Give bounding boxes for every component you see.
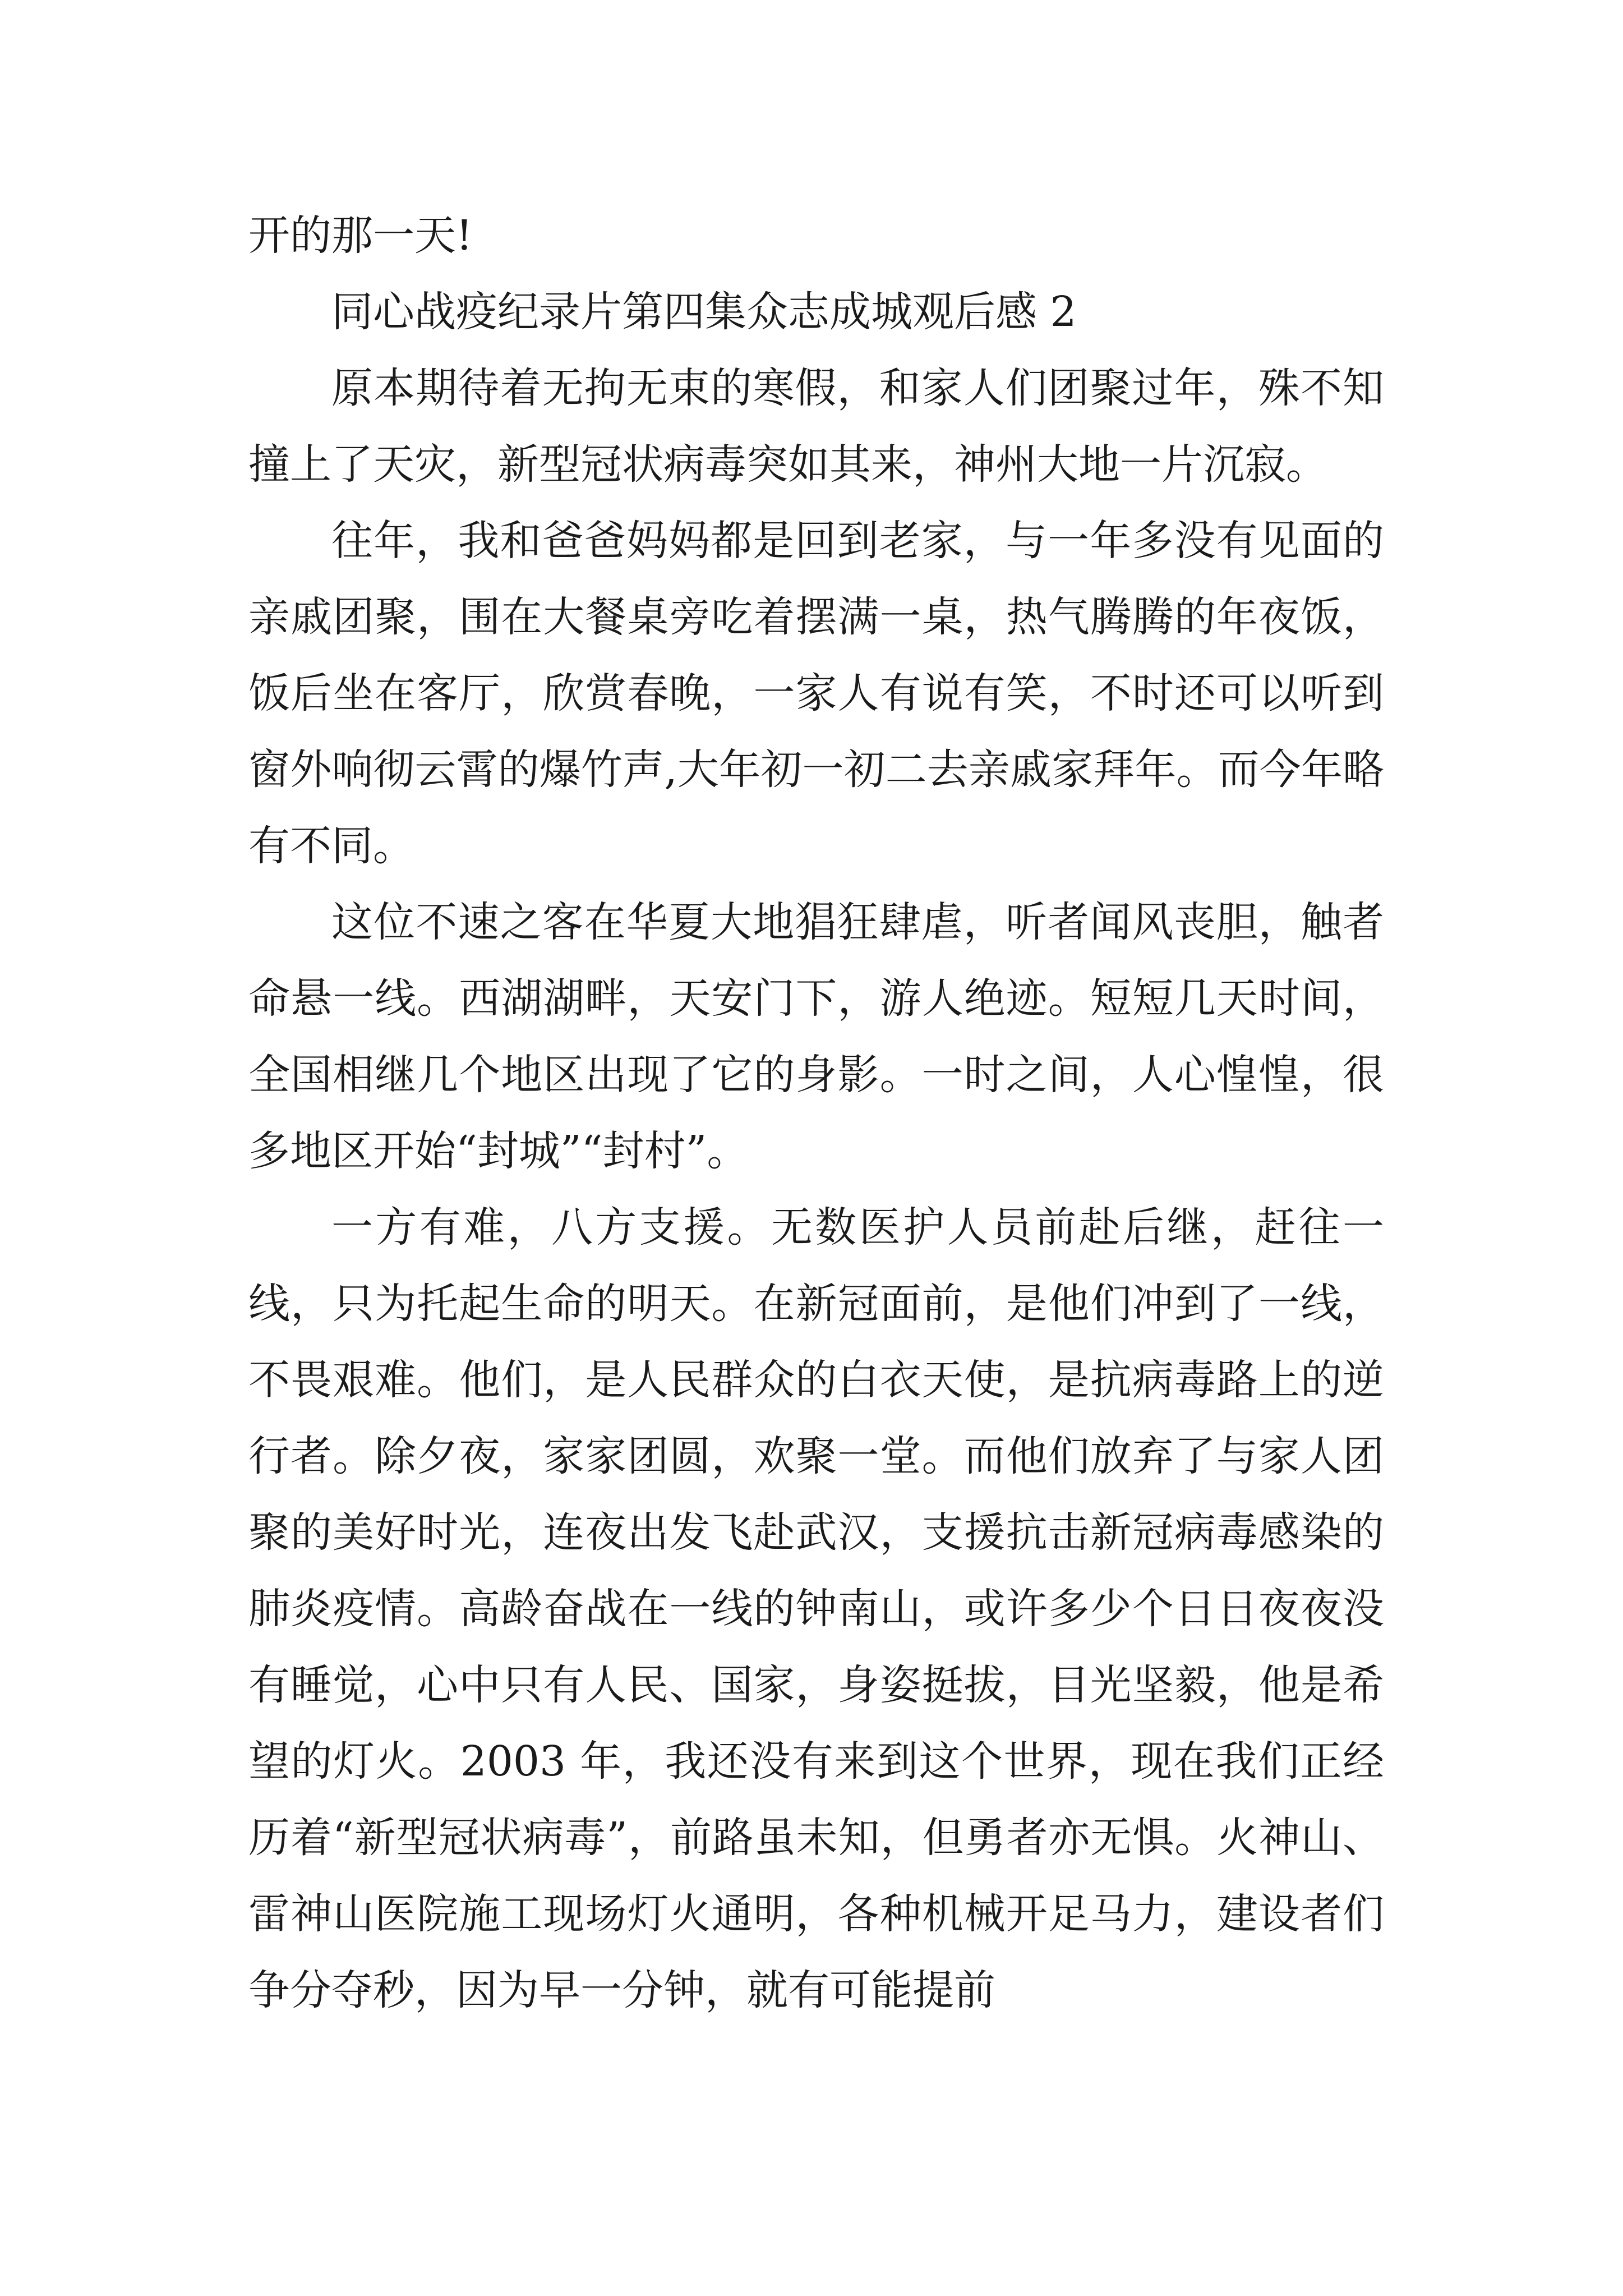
paragraph: 一方有难，八方支援。无数医护人员前赴后继，赶往一线，只为托起生命的明天。在新冠面前，是他们冲到了一线，不畏艰难。他们，是人民群众的白衣天使，是抗病毒路上的逆行者。除夕夜，家家团圆，欢聚一堂。而他们放弃了与家人团聚的美好时光，连夜出发飞赴武汉，支援抗击新冠病毒感染的肺炎疫情。高龄奋战在一线的钟南山，或许多少个日日夜夜没有睡觉，心中只有人民、国家，身姿挺拔，目光坚毅，他是希望的灯火。2003 年，我还没有来到这个世界，现在我们正经历着“新型冠状病毒”，前路虽未知，但勇者亦无惧。火神山、雷神山医院施工现场灯火通明，各种机械开足马力，建设者们争分夺秒，因为早一分钟，就有可能提前 xyxy=(248,1203,1384,2014)
paragraph-continuation: 开的那一天! xyxy=(248,211,473,260)
section-title: 同心战疫纪录片第四集众志成城观后感 2 xyxy=(331,288,1077,336)
paragraph: 原本期待着无拘无束的寒假，和家人们团聚过年，殊不知撞上了天灾，新型冠状病毒突如其来，神州大地一片沉寂。 xyxy=(248,364,1384,489)
document-body xyxy=(248,197,1384,2028)
paragraph: 往年，我和爸爸妈妈都是回到老家，与一年多没有见面的亲戚团聚，围在大餐桌旁吃着摆满一桌，热气腾腾的年夜饭，饭后坐在客厅，欣赏春晚，一家人有说有笑，不时还可以听到窗外响彻云霄的爆竹声,大年初一初二去亲戚家拜年。而今年略有不同。 xyxy=(248,517,1384,870)
paragraph: 这位不速之客在华夏大地猖狂肆虐，听者闻风丧胆，触者命悬一线。西湖湖畔，天安门下，游人绝迹。短短几天时间，全国相继几个地区出现了它的身影。一时之间，人心惶惶，很多地区开始“封城”“封村”。 xyxy=(248,898,1384,1175)
